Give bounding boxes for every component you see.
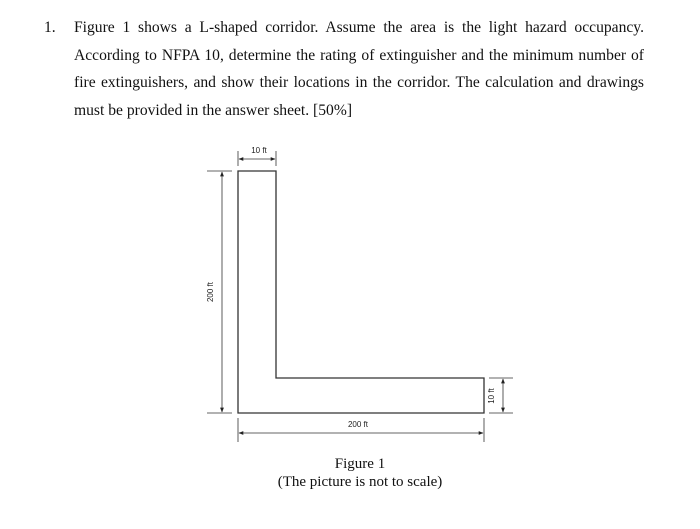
top-width-label: 10 ft	[251, 146, 267, 155]
figure-caption-title: Figure 1	[334, 456, 386, 472]
vertical-length-label: 200 ft	[206, 281, 215, 303]
horizontal-length-label: 200 ft	[347, 420, 369, 429]
question-number: 1.	[44, 19, 56, 36]
corridor-outline	[238, 171, 484, 413]
right-height-label: 10 ft	[487, 388, 496, 404]
question-text: Figure 1 shows a L-shaped corridor. Assume the area is the light hazard occupancy. According to NFPA 10, determine the rating of extinguisher and the minimum number of fire extinguishers, and show their locations in the corridor. The calculation and drawings must be provided in the answer sheet. [50%]	[74, 19, 644, 119]
figure-caption-note: (The picture is not to scale)	[277, 474, 443, 490]
